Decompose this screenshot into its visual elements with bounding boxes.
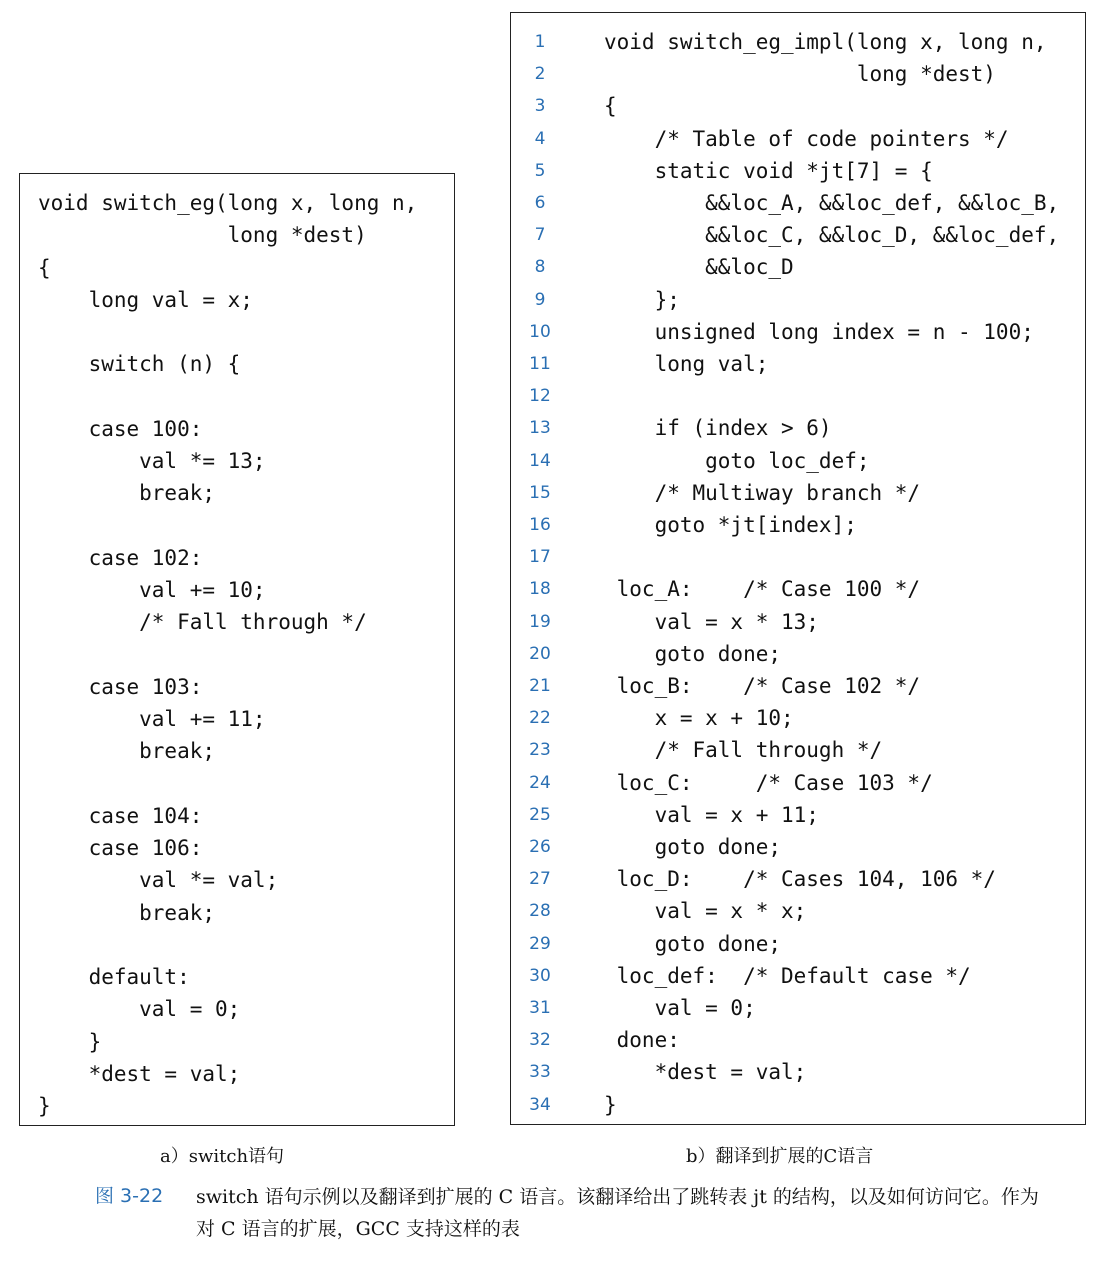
code-line: loc_A: /* Case 100 */: [604, 577, 921, 602]
code-line: [38, 316, 417, 348]
code-line: val += 10;: [38, 578, 266, 602]
code-line: case 100:: [38, 416, 203, 441]
code-line: /* Table of code pointers */: [604, 126, 1009, 151]
code-line: *dest = val;: [604, 1060, 807, 1085]
code-line: &&loc_C, &&loc_D, &&loc_def,: [604, 223, 1060, 248]
line-number: 12: [529, 386, 551, 407]
code-line: /* Multiway branch */: [604, 480, 921, 505]
code-line: {: [604, 94, 617, 119]
code-line: long *dest): [38, 223, 367, 248]
code-line: switch (n) {: [38, 352, 241, 377]
code-line: void switch_eg_impl(long x, long n,: [604, 30, 1047, 54]
line-number: 25: [529, 804, 551, 825]
code-panel-switch: [19, 173, 455, 1126]
code-line: [38, 381, 417, 413]
code-line: };: [604, 287, 680, 312]
line-number: 17: [529, 547, 551, 568]
code-line: loc_D: /* Cases 104, 106 */: [604, 867, 996, 892]
subcaption-a: a）switch语句: [160, 1146, 285, 1167]
code-line: case 106:: [38, 836, 203, 860]
code-line: val += 11;: [38, 707, 266, 731]
line-number: 28: [529, 901, 551, 922]
line-number: 19: [529, 611, 551, 632]
line-number: 33: [529, 1062, 551, 1083]
code-line: val = x * x;: [604, 899, 807, 924]
line-number: 31: [529, 998, 551, 1018]
code-line: [38, 639, 417, 671]
line-number: 10: [529, 321, 551, 342]
code-line: val *= val;: [38, 868, 279, 893]
line-number: 2: [534, 64, 546, 85]
line-number: 14: [529, 450, 551, 471]
line-number: 3: [534, 96, 546, 117]
line-number: 9: [534, 289, 546, 310]
code-line: long val;: [604, 352, 769, 376]
line-number: 4: [534, 128, 546, 149]
line-number: 26: [529, 837, 551, 857]
code-line: /* Fall through */: [38, 610, 367, 635]
code-line: [38, 768, 417, 800]
code-line: &&loc_D: [604, 255, 794, 280]
code-line: goto done;: [604, 835, 782, 859]
line-number: 29: [529, 933, 551, 954]
line-number: 21: [529, 676, 551, 696]
code-line: long *dest): [604, 62, 996, 87]
subcaption-b: b）翻译到扩展的C语言: [686, 1146, 874, 1167]
switch-code-listing: [38, 187, 417, 1122]
line-number: 1: [534, 32, 546, 52]
line-number: 20: [529, 643, 551, 664]
figure-label: 图 3-22: [95, 1185, 164, 1207]
code-line: [38, 510, 417, 542]
line-number: 11: [529, 354, 551, 374]
code-line: }: [38, 1029, 102, 1054]
code-line: void switch_eg(long x, long n,: [38, 191, 418, 215]
line-number: 13: [529, 418, 551, 439]
line-number: 7: [534, 225, 546, 246]
code-line: default:: [38, 965, 190, 989]
code-line: val = x * 13;: [604, 609, 819, 634]
code-line: loc_def: /* Default case */: [604, 963, 971, 988]
code-line: &&loc_A, &&loc_def, &&loc_B,: [604, 191, 1060, 215]
code-line: unsigned long index = n - 100;: [604, 319, 1034, 344]
line-number: 30: [529, 965, 551, 986]
line-number: 24: [529, 772, 551, 793]
line-number: 23: [529, 740, 551, 761]
line-number: 15: [529, 482, 551, 503]
line-number: 18: [529, 579, 551, 600]
code-line: goto *jt[index];: [604, 513, 857, 537]
code-line: val *= 13;: [38, 449, 266, 473]
code-line: if (index > 6): [604, 416, 832, 441]
figure-caption: switch 语句示例以及翻译到扩展的 C 语言。该翻译给出了跳转表 jt 的结构，以及如何访问它。作为对 C 语言的扩展，GCC 支持这样的表: [196, 1186, 1039, 1240]
line-number: 6: [534, 193, 546, 213]
code-line: [38, 929, 417, 961]
code-line: x = x + 10;: [604, 706, 794, 731]
line-number: 32: [529, 1030, 551, 1051]
code-line: val = x + 11;: [604, 802, 819, 827]
line-number: 22: [529, 708, 551, 729]
code-line: goto done;: [604, 931, 782, 956]
code-line: static void *jt[7] = {: [604, 158, 933, 183]
code-line: loc_B: /* Case 102 */: [604, 674, 921, 698]
line-number: 27: [529, 869, 551, 890]
code-line: val = 0;: [38, 997, 241, 1022]
code-line: val = 0;: [604, 996, 756, 1020]
code-line: }: [604, 1092, 617, 1117]
line-number: 16: [529, 515, 551, 535]
code-line: }: [38, 1094, 51, 1118]
code-line: goto done;: [604, 641, 782, 666]
code-line: {: [38, 255, 51, 280]
code-line: case 102:: [38, 545, 203, 570]
line-number: 8: [534, 257, 546, 278]
code-line: long val = x;: [38, 287, 253, 312]
code-line: break;: [38, 481, 216, 506]
code-line: done:: [604, 1028, 680, 1053]
code-line: break;: [38, 900, 216, 925]
code-line: case 103:: [38, 674, 203, 699]
code-line: goto loc_def;: [604, 448, 870, 473]
code-line: break;: [38, 739, 216, 764]
line-number: 5: [534, 160, 546, 181]
code-line: *dest = val;: [38, 1061, 241, 1086]
line-number: 34: [529, 1094, 551, 1115]
code-line: loc_C: /* Case 103 */: [604, 770, 933, 795]
code-line: case 104:: [38, 803, 203, 828]
code-line: /* Fall through */: [604, 738, 883, 763]
